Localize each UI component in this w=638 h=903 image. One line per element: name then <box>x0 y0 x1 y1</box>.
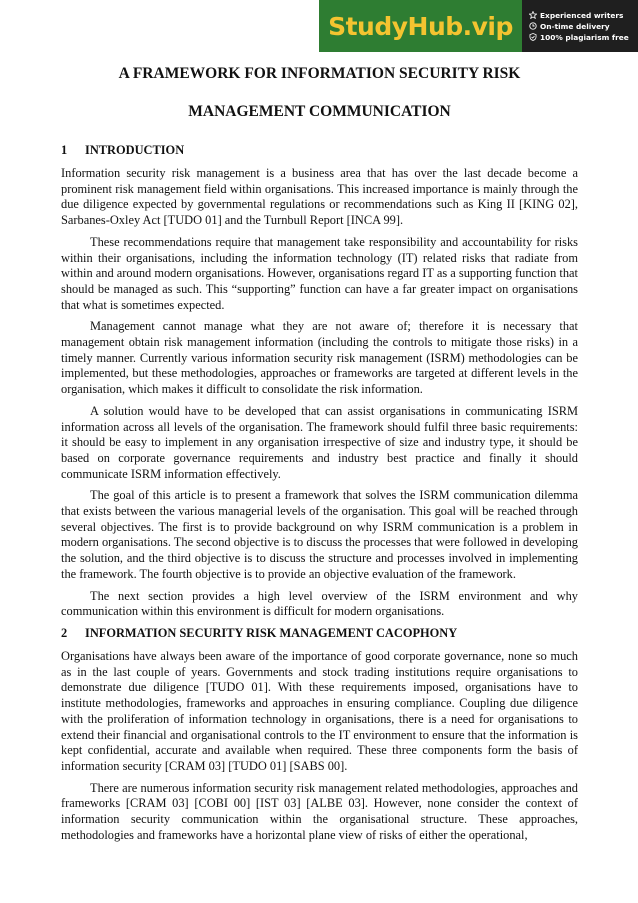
feature-item <box>529 33 638 42</box>
section-heading <box>61 143 578 158</box>
feature-label: 100% plagiarism free <box>540 32 629 42</box>
studyhub-logo[interactable] <box>319 0 522 52</box>
document-title-line-2: MANAGEMENT COMMUNICATION <box>188 103 451 120</box>
paragraph: A solution would have to be developed that can assist organisations in communicating ISRM information across all levels of the organisation. The framework should fulfil three basic requirements: it should be easy to implement in any organisation irrespective of size and industry type, it should be based on corporate governance requirements and industry best practice and finally it should communicate ISRM information effectively. <box>61 403 578 481</box>
section-heading <box>61 626 578 641</box>
feature-item <box>529 11 638 20</box>
shield-check-icon <box>529 33 537 41</box>
paragraph: The goal of this article is to present a framework that solves the ISRM communication dilemma that exists between the various managerial levels of the organisation. This goal will be reached through several objectives. The first is to provide background on why ISRM communication is a problem in modern organisations. The second objective is to discuss the processes that were followed in developing the solution, and the third objective is to discuss the structure and processes involved in implementing the framework. The fourth objective is to provide an objective evaluation of the framework. <box>61 488 578 581</box>
document-body <box>61 62 578 849</box>
document-title-line-1: A FRAMEWORK FOR INFORMATION SECURITY RISK <box>118 65 521 82</box>
feature-label: Experienced writers <box>540 10 624 20</box>
paragraph: Organisations have always been aware of the importance of good corporate governance, none so much as in the last couple of years. Governments and stock trading institutions require organisations to demonstrate due diligence [TUDO 01]. With these requirements imposed, organisations have to institute methodologies, frameworks and approaches in ensuring compliance. Coupling due diligence with the proliferation of information technology in organisations, there is a need for organisations to extend their financial and organisational controls to the IT environment to ensure that the information is kept confidential, accurate and available when required. These three components form the basis of information security [CRAM 03] [TUDO 01] [SABS 00]. <box>61 648 578 773</box>
paragraph: There are numerous information security risk management related methodologies, approaches and frameworks [CRAM 03] [COBI 00] [IST 03] [ALBE 03]. However, none consider the context of information security communication within the organisational structure. These approaches, methodologies and frameworks have a horizontal plane view of risks of either the operational, <box>61 780 578 842</box>
logo-text: StudyHub.vip <box>328 11 513 41</box>
section-title: INFORMATION SECURITY RISK MANAGEMENT CACOPHONY <box>85 625 458 640</box>
section-number: 1 <box>61 143 68 157</box>
feature-list <box>522 0 638 52</box>
paragraph: Information security risk management is a business area that has over the last decade become a prominent risk management field within organisations. This increased importance is mainly through the due diligence expected by governmental regulations or recommendations such as King II [KING 02], Sarbanes-Oxley Act [TUDO 01] and the Turnbull Report [INCA 99]. <box>61 166 578 228</box>
section-number: 2 <box>61 625 68 640</box>
paragraph: The next section provides a high level overview of the ISRM environment and why communication within this environment is difficult for modern organisations. <box>61 588 578 619</box>
star-icon <box>529 11 537 19</box>
feature-item <box>529 22 638 31</box>
section-title: INTRODUCTION <box>85 143 185 157</box>
feature-label: On-time delivery <box>540 21 610 31</box>
clock-icon <box>529 22 537 30</box>
paragraph: These recommendations require that management take responsibility and accountability for risks within their organisations, including the information technology (IT) related risks that radiate from within and around modern organisations. However, organisations regard IT as a supporting function that should be managed as such. This “supporting” function can have a far greater impact on organisations that what is sometimes expected. <box>61 234 578 312</box>
paragraph: Management cannot manage what they are not aware of; therefore it is necessary that management obtain risk management information (including the controls to mitigate those risks) in a timely manner. Currently various information security risk management (ISRM) methodologies can be implemented, but these methodologies, approaches or frameworks are targeted at different levels in the organisation, which makes it difficult to consolidate the risk information. <box>61 319 578 397</box>
studyhub-banner[interactable] <box>319 0 638 52</box>
